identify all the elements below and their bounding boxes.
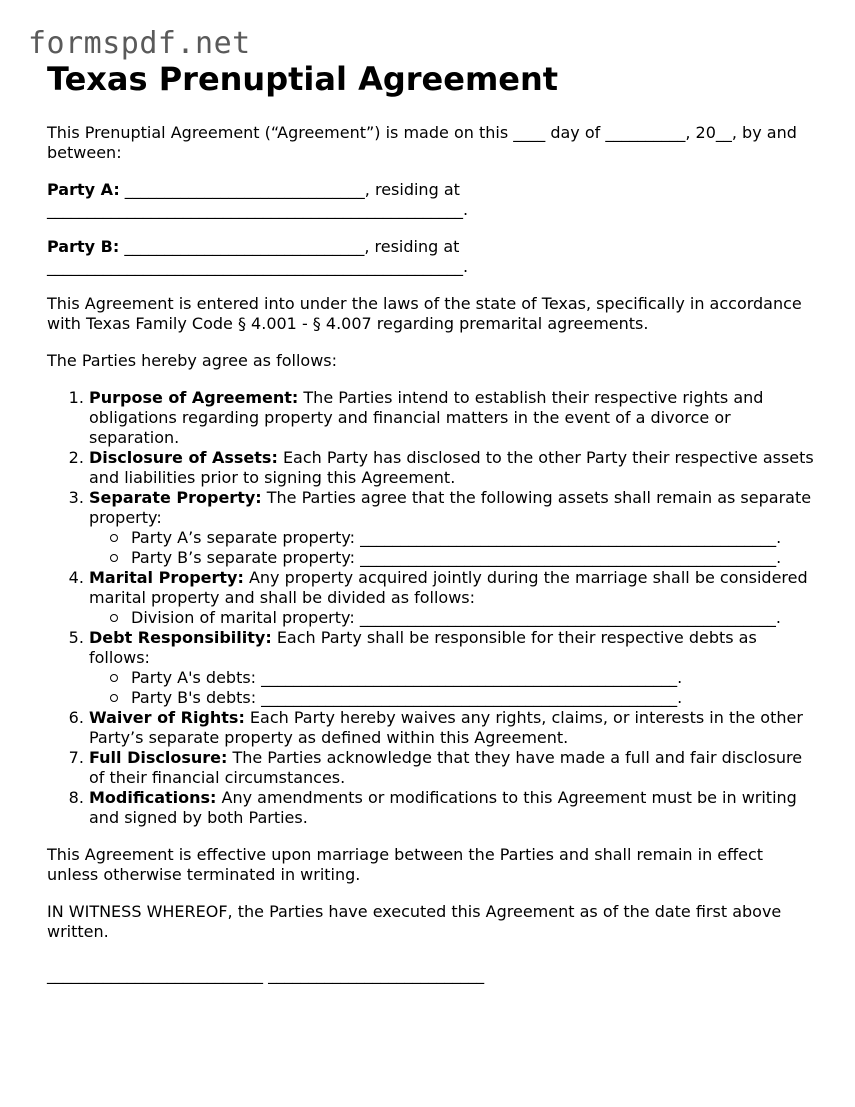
watermark-logo: formspdf.net (28, 26, 251, 61)
party-b-fields: ______________________________, residing at ____________________________________________________. (47, 237, 469, 276)
terms-list (47, 388, 817, 828)
witness-paragraph: IN WITNESS WHEREOF, the Parties have executed this Agreement as of the date first above written. (47, 902, 782, 941)
party-b-label: Party B: (47, 237, 120, 256)
term-heading: Disclosure of Assets: (89, 448, 278, 467)
term-marital-property (89, 568, 817, 628)
separate-property-list (89, 528, 817, 568)
debt-list (89, 668, 817, 708)
term-separate-property (89, 488, 817, 568)
term-text: Each Party has disclosed to the other Party their respective assets and liabilities prior to signing this Agreement. (89, 448, 814, 487)
term-text: The Parties acknowledge that they have made a full and fair disclosure of their financial circumstances. (89, 748, 803, 787)
term-text: The Parties agree that the following assets shall remain as separate property: (89, 488, 812, 527)
term-heading: Full Disclosure: (89, 748, 228, 767)
intro-paragraph: This Prenuptial Agreement (“Agreement”) is made on this ____ day of __________, 20__, by and between: (47, 123, 797, 162)
term-disclosure-of-assets (89, 448, 817, 488)
term-heading: Modifications: (89, 788, 217, 807)
sub-item-division: Division of marital property: ____________________________________________________. (131, 608, 817, 628)
term-heading: Separate Property: (89, 488, 262, 507)
term-heading: Waiver of Rights: (89, 708, 245, 727)
document-page (47, 58, 817, 985)
party-a-fields: ______________________________, residing at ____________________________________________________. (47, 180, 469, 219)
sub-item-party-a-debts: Party A's debts: ____________________________________________________. (131, 668, 817, 688)
sub-item-party-b-property: Party B’s separate property: ____________________________________________________. (131, 548, 817, 568)
signature-line-party-b: ___________________________ (268, 965, 485, 984)
governing-law-paragraph: This Agreement is entered into under the laws of the state of Texas, specifically in accordance with Texas Family Code § 4.001 - § 4.007 regarding premarital agreements. (47, 294, 802, 333)
signature-lines (47, 965, 817, 985)
term-modifications (89, 788, 817, 828)
marital-property-list (89, 608, 817, 628)
term-waiver-of-rights (89, 708, 817, 748)
effective-paragraph: This Agreement is effective upon marriage between the Parties and shall remain in effect unless otherwise terminated in writing. (47, 845, 764, 884)
sub-item-party-a-property: Party A’s separate property: ____________________________________________________. (131, 528, 817, 548)
sub-item-party-b-debts: Party B's debts: ____________________________________________________. (131, 688, 817, 708)
term-text: Any amendments or modifications to this Agreement must be in writing and signed by both Parties. (89, 788, 797, 827)
term-text: Any property acquired jointly during the marriage shall be considered marital property and shall be divided as follows: (89, 568, 808, 607)
party-a-line (47, 180, 817, 220)
document-title: Texas Prenuptial Agreement (47, 60, 559, 98)
term-text: The Parties intend to establish their respective rights and obligations regarding property and financial matters in the event of a divorce or separation. (89, 388, 764, 447)
term-heading: Debt Responsibility: (89, 628, 272, 647)
term-heading: Marital Property: (89, 568, 244, 587)
party-b-line (47, 237, 817, 277)
party-a-label: Party A: (47, 180, 120, 199)
term-heading: Purpose of Agreement: (89, 388, 299, 407)
term-purpose (89, 388, 817, 448)
agreement-intro: The Parties hereby agree as follows: (47, 351, 338, 370)
term-full-disclosure (89, 748, 817, 788)
term-text: Each Party hereby waives any rights, claims, or interests in the other Party’s separate property as defined within this Agreement. (89, 708, 803, 747)
signature-line-party-a: ___________________________ (47, 965, 263, 984)
term-text: Each Party shall be responsible for their respective debts as follows: (89, 628, 757, 667)
term-debt-responsibility (89, 628, 817, 708)
